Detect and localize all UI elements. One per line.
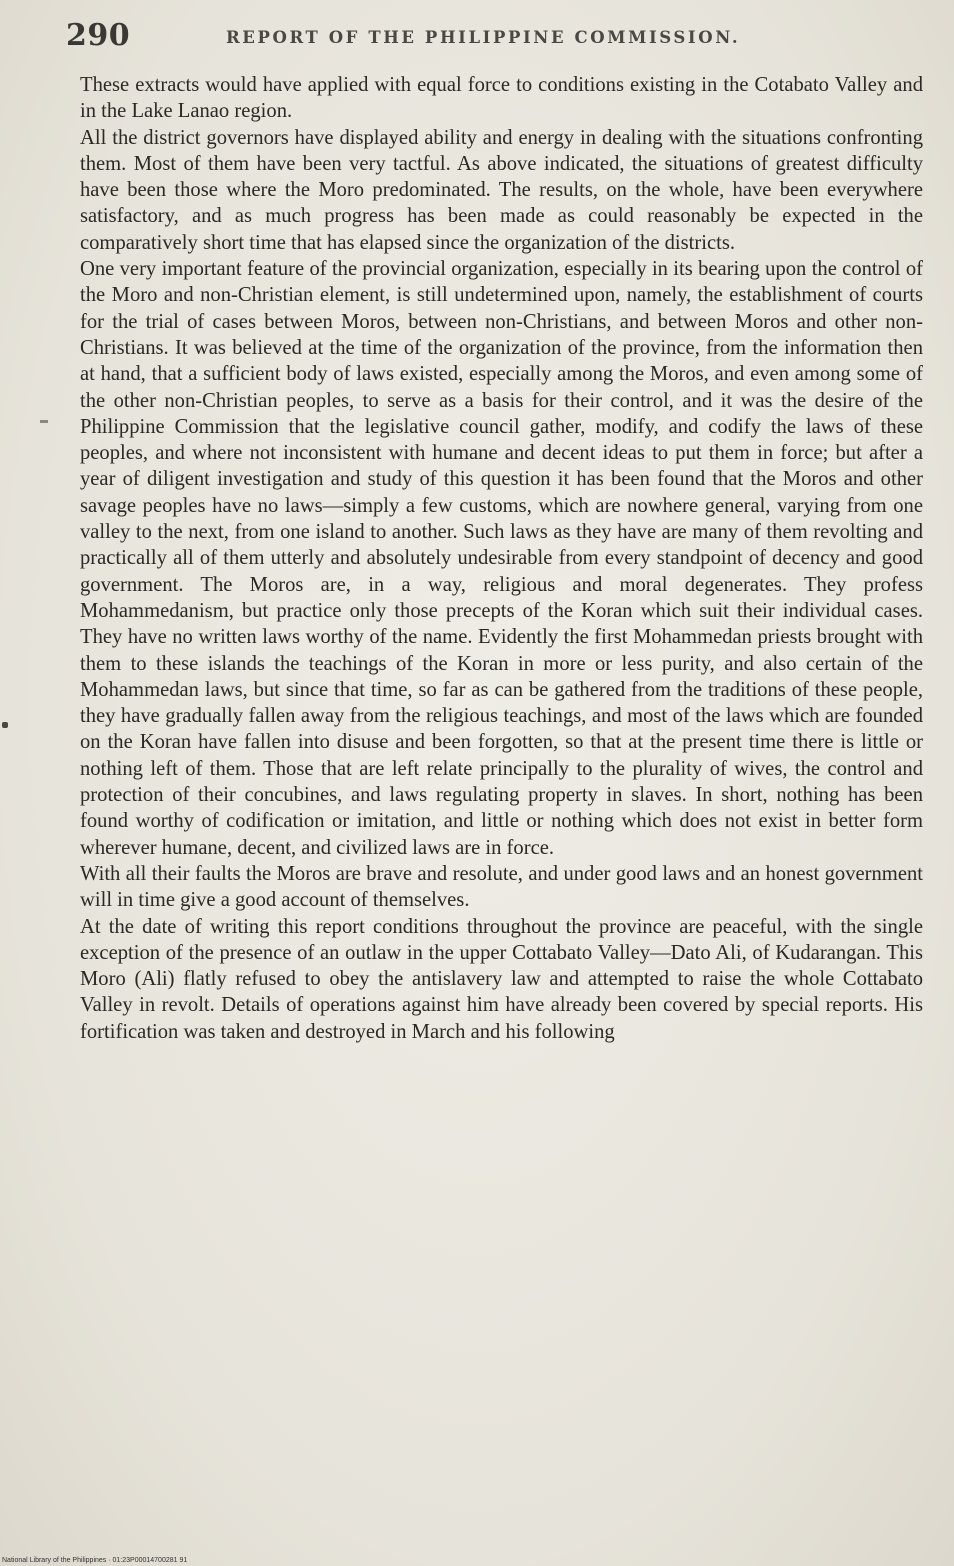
paragraph-2: All the district governors have displayed ability and energy in dealing with the situations confronting them. Most of them have been very tactful. As above indicated, the situations of greatest difficulty have been those where the Moro predominated. The results, on the whole, have been everywhere satisfactory, and as much progress has been made as could reasonably be expected in the comparatively short time that has elapsed since the organization of the districts. <box>80 126 923 254</box>
paragraph-1: These extracts would have applied with equal force to conditions existing in the Cotabato Valley and in the Lake Lanao region. <box>80 74 923 123</box>
library-stamp: National Library of the Philippines · 01:23P00014700281 91 <box>2 1557 188 1564</box>
paragraph-4: With all their faults the Moros are brave and resolute, and under good laws and an honest government will in time give a good account of themselves. <box>80 862 923 912</box>
page-header <box>66 18 926 58</box>
running-head: REPORT OF THE PHILIPPINE COMMISSION. <box>226 28 741 47</box>
margin-mark <box>40 420 48 423</box>
paragraph-3: One very important feature of the provincial organization, especially in its bearing upon the control of the Moro and non-Christian element, is still undetermined upon, namely, the establishment of courts for the trial of cases between Moros, between non-Christians, and between Moros and other non-Christians. It was believed at the time of the organization of the province, from the information then at hand, that a sufficient body of laws existed, especially among the Moros, and even among some of the other non-Christian peoples, to serve as a basis for their control, and it was the desire of the Philippine Commission that the legislative council gather, modify, and codify the laws of these peoples, and where not inconsistent with humane and decent ideas to put them in force; but after a year of diligent investigation and study of this question it has been found that the Moros and other savage peoples have no laws—simply a few customs, which are nowhere general, varying from one valley to the next, from one island to another. Such laws as they have are many of them revolting and practically all of them utterly and absolutely undesirable from every standpoint of decency and good government. The Moros are, in a way, religious and moral degenerates. They profess Mohammedanism, but practice only those precepts of the Koran which suit their individual cases. They have no written laws worthy of the name. Evidently the first Mohammedan priests brought with them to these islands the teachings of the Koran in more or less purity, and also certain of the Mohammedan laws, but since that time, so far as can be gathered from the traditions of these people, they have gradually fallen away from the religious teachings, and most of the laws which are founded on the Koran have fallen into disuse and been forgotten, so that at the present time there is little or nothing left of them. Those that are left relate principally to the plurality of wives, the control and protection of their concubines, and laws regulating property in slaves. In short, nothing has been found worthy of codification or imitation, and little or nothing which does not exist in better form wherever humane, decent, and civilized laws are in force. <box>80 258 923 859</box>
margin-mark <box>2 722 8 728</box>
page-number: 290 <box>66 18 131 53</box>
body-text <box>80 72 923 1045</box>
paragraph-5: At the date of writing this report conditions throughout the province are peaceful, with the single exception of the presence of an outlaw in the upper Cottabato Valley—Dato Ali, of Kudarangan. This Moro (Ali) flatly refused to obey the antislavery law and attempted to raise the whole Cottabato Valley in revolt. Details of operations against him have already been covered by special reports. His fortification was taken and destroyed in March and his following <box>80 915 923 1043</box>
